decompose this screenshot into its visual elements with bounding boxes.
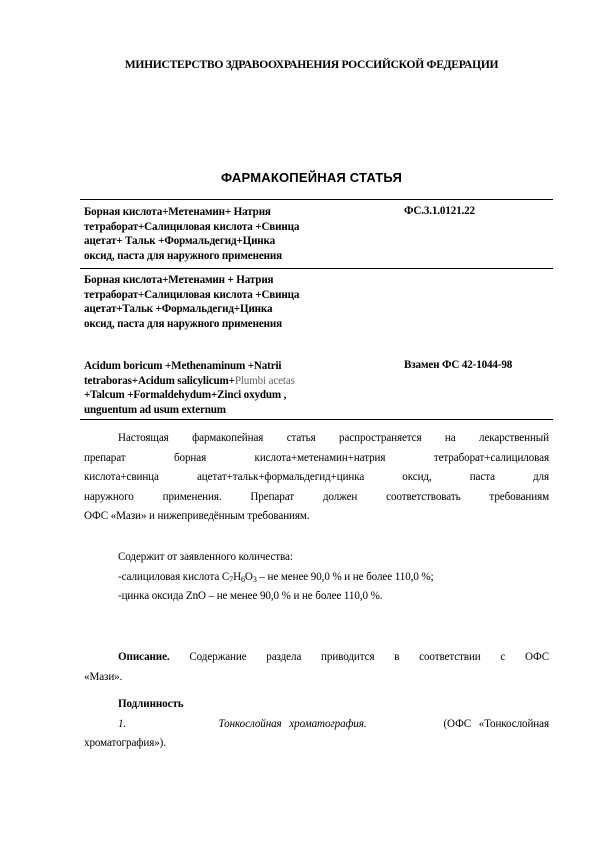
intro-line: кислота+свинца ацетат+тальк+формальдегид+цинка оксид, паста для [84, 471, 549, 484]
intro-line: наружного применения. Препарат должен соответствовать требованиям [84, 490, 549, 503]
description-section [84, 648, 549, 687]
fs-number: ФС.3.1.0121.22 [404, 205, 475, 217]
name-latin-grey: Plumbi acetas [234, 374, 295, 387]
name-ru-2-line: Борная кислота+Метенамин + Натрия [84, 274, 274, 286]
name-latin [84, 359, 384, 417]
description-line: «Мази». [84, 670, 123, 683]
intro-line: ОФС «Мази» и нижеприведённым требованиям. [84, 510, 310, 523]
identity-line: хроматография»). [84, 737, 166, 750]
intro-line: препарат борная кислота+метенамин+натрия тетраборат+салициловая [84, 451, 549, 464]
name-ru-2-line: тетраборат+Салициловая кислота +Свинца [84, 288, 300, 301]
name-ru-2 [84, 273, 384, 331]
identity-text: (ОФС «Тонкослойная [443, 717, 549, 730]
name-ru-1 [84, 205, 384, 263]
divider-top [80, 199, 553, 200]
content-item-salicylic [84, 568, 549, 588]
name-latin-line: unguentum ad usum externum [84, 403, 226, 416]
name-ru-1-line: оксид, паста для наружного применения [84, 249, 282, 262]
identity-method: Тонкослойная хроматография. [218, 717, 367, 730]
ministry-header: МИНИСТЕРСТВО ЗДРАВООХРАНЕНИЯ РОССИЙСКОЙ ФЕДЕРАЦИИ [124, 58, 499, 71]
formula-sub: 3 [252, 574, 257, 584]
name-ru-2-line: оксид, паста для наружного применения [84, 317, 282, 330]
intro-line: Настоящая фармакопейная статья распространяется на лекарственный [118, 432, 549, 444]
intro-paragraph [84, 429, 549, 527]
name-ru-1-line: тетраборат+Салициловая кислота +Свинца [84, 220, 300, 233]
replaces-note: Взамен ФС 42-1044-98 [404, 359, 513, 371]
name-latin-line: Acidum boricum +Methenaminum +Natrii [84, 360, 282, 372]
document-title: ФАРМАКОПЕЙНАЯ СТАТЬЯ [220, 170, 403, 185]
formula-prefix: -салициловая кислота C [118, 570, 230, 583]
description-label: Описание. [118, 651, 170, 663]
identity-heading: Подлинность [118, 698, 184, 710]
formula-element: H [233, 570, 241, 583]
name-latin-bold: tetraboras+Acidum salicylicum+ [84, 374, 235, 387]
content-item-zinc: -цинка оксида ZnO – не менее 90,0 % и не более 110,0 %. [118, 590, 383, 603]
formula-element: O [244, 570, 253, 583]
identity-number: 1. [118, 717, 127, 730]
name-ru-1-line: Борная кислота+Метенамин+ Натрия [84, 206, 271, 218]
description-line [84, 648, 549, 668]
formula-sub: 7 [229, 574, 234, 584]
identity-section [84, 695, 549, 754]
identity-line [84, 715, 549, 735]
formula-suffix: – не менее 90,0 % и не более 110,0 %; [256, 570, 434, 583]
divider-bottom [80, 419, 553, 420]
description-text: Содержание раздела приводится в соответствии с ОФС [169, 651, 549, 663]
name-latin-line [84, 374, 384, 389]
contains-label: Содержит от заявленного количества: [118, 551, 293, 563]
divider-middle [80, 268, 553, 269]
name-ru-2-line: ацетат+Тальк +Формальдегид+Цинка [84, 303, 273, 316]
name-ru-1-line: ацетат+ Тальк +Формальдегид+Цинка [84, 235, 276, 248]
content-section [84, 548, 549, 607]
name-latin-line: +Talcum +Formaldehydum+Zinci oxydum , [84, 389, 287, 402]
formula-sub: 6 [241, 574, 245, 584]
